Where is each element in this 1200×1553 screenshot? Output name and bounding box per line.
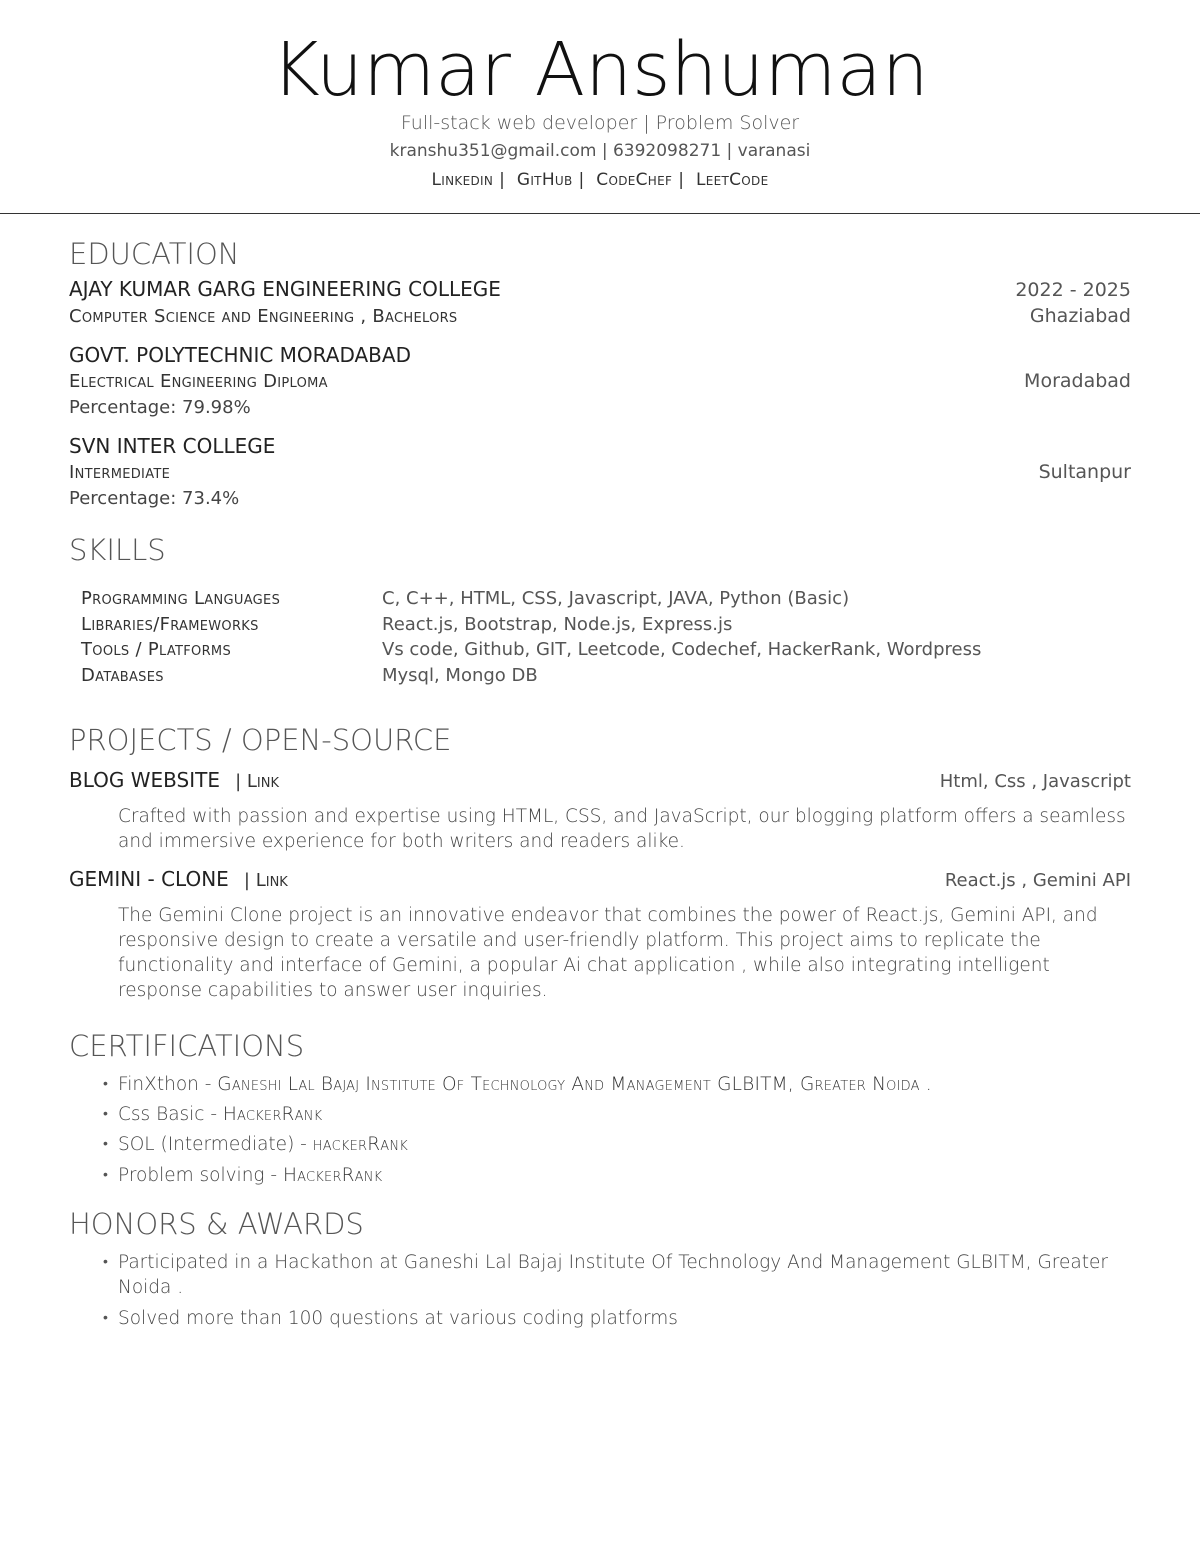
project-item: [69, 867, 1131, 1004]
education-location: Ghaziabad: [1029, 305, 1131, 327]
certifications-title: CERTIFICATIONS: [69, 1028, 305, 1063]
profile-links: Linkedin | GitHub | CodeChef | LeetCode: [431, 170, 769, 190]
education-percentage: Percentage: 73.4%: [69, 488, 240, 509]
honor-text: Participated in a Hackathon at Ganeshi Lal Bajaj Institute Of Technology And Management GLBITM, Greater Noida .: [118, 1251, 1108, 1299]
certification-item: [103, 1102, 1131, 1127]
education-entry: [69, 433, 1131, 512]
education-location: Sultanpur: [1038, 461, 1131, 483]
honor-item: [103, 1250, 1131, 1301]
honor-item: [103, 1306, 1131, 1331]
skill-row: [81, 586, 1131, 612]
degree: Computer Science and Engineering , Bachelors: [69, 306, 458, 327]
certification-name: Problem solving -: [118, 1164, 283, 1186]
education-percentage: Percentage: 79.98%: [69, 397, 251, 418]
skill-value: React.js, Bootstrap, Node.js, Express.js: [382, 613, 733, 635]
education-section: [69, 232, 1131, 512]
skill-label: Databases: [81, 664, 164, 686]
bullet-icon: •: [103, 1253, 108, 1270]
certification-name: SOL (Intermediate) -: [118, 1134, 313, 1156]
skill-label: Tools / Platforms: [81, 639, 231, 660]
certification-issuer: HackerRank: [282, 1164, 383, 1186]
codechef-link[interactable]: CodeChef: [596, 170, 673, 190]
skill-value: Vs code, Github, GIT, Leetcode, Codechef, HackerRank, Wordpress: [382, 639, 982, 660]
honors-section: [69, 1202, 1131, 1331]
skill-row: [81, 663, 1131, 689]
project-description: Crafted with passion and expertise using HTML, CSS, and JavaScript, our blogging platform offers a seamless and immersive experience for both writers and readers alike.: [118, 806, 1126, 853]
education-title: EDUCATION: [69, 237, 240, 271]
honors-title: HONORS & AWARDS: [69, 1206, 364, 1241]
education-entry: [69, 276, 1131, 330]
projects-title: PROJECTS / OPEN-SOURCE: [69, 723, 452, 757]
education-date: 2022 - 2025: [1015, 279, 1131, 301]
contact-info: kranshu351@gmail.com | 6392098271 | varanasi: [389, 141, 811, 161]
skills-title: SKILLS: [69, 533, 166, 567]
honor-text: Solved more than 100 questions at various coding platforms: [118, 1307, 678, 1329]
project-link[interactable]: | Link: [235, 771, 279, 792]
bullet-icon: •: [103, 1106, 108, 1123]
project-item: [69, 768, 1131, 855]
certification-issuer: Ganeshi Lal Bajaj Institute Of Technology And Management GLBITM, Greater Noida .: [217, 1073, 932, 1095]
resume-body: [69, 232, 1131, 1345]
skill-label: Programming Languages: [81, 588, 281, 609]
bullet-icon: •: [103, 1075, 108, 1092]
bullet-icon: •: [103, 1309, 108, 1326]
certification-issuer: hackerRank: [312, 1134, 409, 1156]
tagline: Full-stack web developer | Problem Solver: [400, 112, 800, 134]
skill-label: Libraries/Frameworks: [81, 613, 259, 635]
project-tech: React.js , Gemini API: [944, 869, 1131, 891]
skill-value: Mysql, Mongo DB: [382, 664, 538, 686]
certification-item: [103, 1132, 1131, 1157]
certification-name: Css Basic -: [118, 1104, 223, 1126]
institution-name: GOVT. POLYTECHNIC MORADABAD: [69, 343, 411, 367]
candidate-name: Kumar Anshuman: [271, 27, 929, 113]
certification-issuer: HackerRank: [222, 1104, 323, 1126]
project-name: BLOG WEBSITE: [69, 768, 220, 792]
education-location: Moradabad: [1024, 370, 1131, 392]
certification-item: [103, 1163, 1131, 1188]
certification-list: [103, 1072, 1131, 1188]
project-link[interactable]: | Link: [243, 869, 288, 891]
linkedin-link[interactable]: Linkedin: [431, 170, 494, 190]
resume-header: [0, 0, 1200, 194]
header-divider: [0, 213, 1200, 214]
degree: Electrical Engineering Diploma: [69, 371, 328, 392]
institution-name: AJAY KUMAR GARG ENGINEERING COLLEGE: [69, 277, 501, 301]
skill-row: [81, 637, 1131, 663]
skill-value: C, C++, HTML, CSS, Javascript, JAVA, Python (Basic): [382, 588, 850, 609]
skills-table: [81, 586, 1131, 688]
bullet-icon: •: [103, 1136, 108, 1153]
project-description: The Gemini Clone project is an innovative endeavor that combines the power of React.js, Gemini API, and responsive design to create a versatile and user-friendly platform. This project aims to replicate the functionality and interface of Gemini, a popular Ai chat application , while also integrating intelligent response capabilities to answer user inquiries.: [118, 904, 1098, 1002]
github-link[interactable]: GitHub: [516, 170, 573, 190]
project-name: GEMINI - CLONE: [69, 866, 229, 891]
bullet-icon: •: [103, 1166, 108, 1183]
leetcode-link[interactable]: LeetCode: [695, 170, 769, 190]
degree: Intermediate: [69, 462, 171, 483]
honors-list: [103, 1250, 1131, 1331]
project-tech: Html, Css , Javascript: [939, 771, 1131, 792]
certification-item: [103, 1072, 1131, 1097]
institution-name: SVN INTER COLLEGE: [69, 434, 276, 458]
projects-section: [69, 718, 1131, 1004]
skill-row: [81, 612, 1131, 638]
certifications-section: [69, 1024, 1131, 1188]
certification-name: FinXthon -: [118, 1073, 218, 1095]
skills-section: [69, 528, 1131, 688]
education-entry: [69, 342, 1131, 421]
